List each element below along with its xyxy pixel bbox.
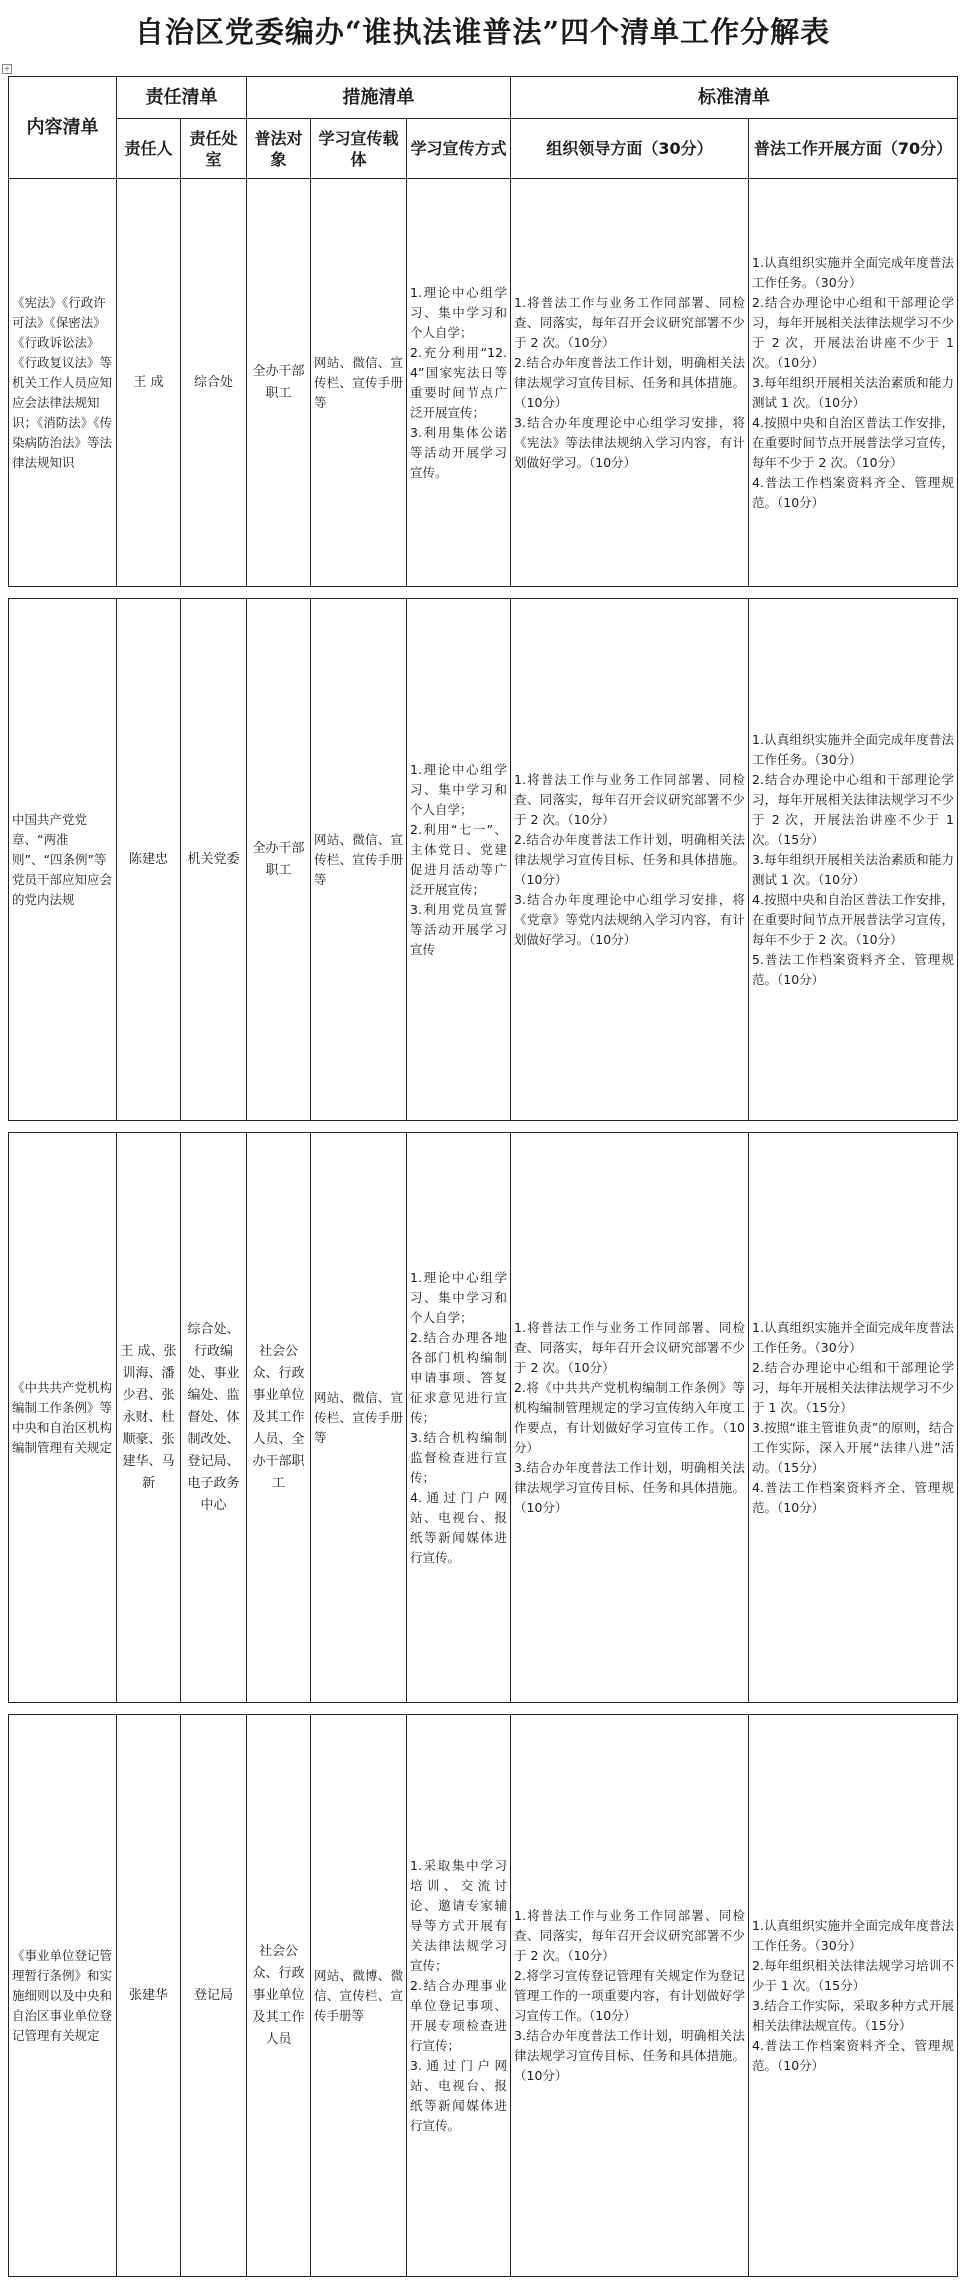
method-item: 1.采取集中学习培训、交流讨论、邀请专家辅导等方式开展有关法律法规学习宣传； [410,1857,508,1973]
work-cell [749,1133,958,1703]
work-item: 4.按照中央和自治区普法工作安排，在重要时间节点开展普法学习宣传，每年不少于 2 次。（10分） [752,414,955,470]
method-item: 3.通过门户网站、电视台、报纸等新闻媒体进行宣传。 [410,2057,508,2133]
work-cell [749,179,958,587]
carrier-cell: 网站、微信、宣传栏、宣传手册等 [311,179,407,587]
person-cell: 张建华 [117,1715,181,2277]
work-item: 4.普法工作档案资料齐全、管理规范。（10分） [752,2037,955,2073]
method-cell [407,599,511,1121]
division-cell: 综合处 [181,179,247,587]
header-carrier: 学习宣传载体 [311,119,407,179]
leadership-item: 1.将普法工作与业务工作同部署、同检查、同落实，每年召开会议研究部署不少于 2 次。（10分） [514,1319,746,1375]
method-item: 2.利用“七一”、主体党日、党建促进月活动等广泛开展宣传； [410,821,508,897]
method-item: 3.利用集体公诺等活动开展学习宣传。 [410,424,508,480]
work-item: 4.按照中央和自治区普法工作安排，在重要时间节点开展普法学习宣传，每年不少于 2 次。（10分） [752,891,955,947]
decomposition-table [8,76,958,2277]
method-cell [407,179,511,587]
method-item: 1.理论中心组学习、集中学习和个人自学； [410,761,508,817]
method-item: 2.结合办理各地各部门机构编制申请事项、答复征求意见进行宣传； [410,1329,508,1425]
audience-cell: 全办干部职工 [247,599,311,1121]
method-item: 3.利用党员宣誓等活动开展学习宣传 [410,901,508,957]
leadership-cell [511,179,749,587]
table-row [9,599,958,1121]
leadership-item: 2.将《中共共产党机构编制工作条例》等机构编制管理规定的学习宣传纳入年度工作要点，有计划做好学习宣传工作。（10分） [514,1379,746,1455]
work-item: 4.普法工作档案资料齐全、管理规范。（10分） [752,474,955,510]
audience-cell: 社会公众、行政事业单位及其工作人员、全办干部职工 [247,1133,311,1703]
header-division: 责任处室 [181,119,247,179]
work-item: 1.认真组织实施并全面完成年度普法工作任务。（30分） [752,254,955,290]
header-responsibility-list: 责任清单 [117,77,247,119]
work-item: 3.每年组织开展相关法治素质和能力测试 1 次。（10分） [752,851,955,887]
page-break-spacer [9,587,958,599]
table-row [9,1133,958,1703]
work-cell [749,1715,958,2277]
leadership-cell [511,1715,749,2277]
method-item: 1.理论中心组学习、集中学习和个人自学； [410,1269,508,1325]
carrier-cell: 网站、微信、宣传栏、宣传手册等 [311,599,407,1121]
method-item: 4.通过门户网站、电视台、报纸等新闻媒体进行宣传。 [410,1489,508,1565]
header-person: 责任人 [117,119,181,179]
page-break-spacer [9,1121,958,1133]
leadership-item: 3.结合办年度理论中心组学习安排，将《宪法》等法律法规纳入学习内容，有计划做好学习。（10分） [514,414,746,470]
header-row-columns [9,119,958,179]
leadership-cell [511,1133,749,1703]
leadership-item: 1.将普法工作与业务工作同部署、同检查、同落实，每年召开会议研究部署不少于 2 次。（10分） [514,1907,746,1963]
table-row [9,179,958,587]
header-measures-list: 措施清单 [247,77,511,119]
content-cell: 《中共共产党机构编制工作条例》等中央和自治区机构编制管理有关规定 [9,1133,117,1703]
method-cell [407,1133,511,1703]
leadership-item: 1.将普法工作与业务工作同部署、同检查、同落实，每年召开会议研究部署不少于 2 次。（10分） [514,771,746,827]
table-move-handle-icon[interactable]: + [3,64,11,73]
work-item: 4.普法工作档案资料齐全、管理规范。（10分） [752,1479,955,1515]
person-cell: 王 成 [117,179,181,587]
method-item: 1.理论中心组学习、集中学习和个人自学； [410,284,508,340]
audience-cell: 社会公众、行政事业单位及其工作人员 [247,1715,311,2277]
header-content-list: 内容清单 [9,77,117,179]
work-item: 5.普法工作档案资料齐全、管理规范。（10分） [752,951,955,987]
method-item: 3.结合机构编制监督检查进行宣传； [410,1429,508,1485]
carrier-cell: 网站、微博、微信、宣传栏、宣传手册等 [311,1715,407,2277]
content-cell: 中国共产党党章、“两准则”、“四条例”等党员干部应知应会的党内法规 [9,599,117,1121]
header-audience: 普法对象 [247,119,311,179]
work-item: 3.每年组织开展相关法治素质和能力测试 1 次。（10分） [752,374,955,410]
division-cell: 综合处、行政编处、事业编处、监督处、体制改处、登记局、电子政务中心 [181,1133,247,1703]
leadership-item: 2.结合办年度普法工作计划，明确相关法律法规学习宣传目标、任务和具体措施。（10分） [514,354,746,410]
leadership-item: 2.结合办年度普法工作计划，明确相关法律法规学习宣传目标、任务和具体措施。（10分） [514,831,746,887]
work-item: 2.结合办理论中心组和干部理论学习，每年开展相关法律法规学习不少于 1 次。（15分） [752,1359,955,1415]
work-item: 1.认真组织实施并全面完成年度普法工作任务。（30分） [752,1917,955,1953]
header-leadership: 组织领导方面（30分） [511,119,749,179]
leadership-cell [511,599,749,1121]
work-item: 3.结合工作实际，采取多种方式开展相关法律法规宣传。（15分） [752,1997,955,2033]
page-break-spacer [9,1703,958,1715]
work-item: 2.结合办理论中心组和干部理论学习，每年开展相关法律法规学习不少于 2 次，开展法治讲座不少于 1 次。（15分） [752,771,955,847]
method-item: 2.充分利用“12.4”国家宪法日等重要时间节点广泛开展宣传； [410,344,508,420]
carrier-cell: 网站、微信、宣传栏、宣传手册等 [311,1133,407,1703]
content-cell: 《事业单位登记管理暂行条例》和实施细则以及中央和自治区事业单位登记管理有关规定 [9,1715,117,2277]
leadership-item: 2.将学习宣传登记管理有关规定作为登记管理工作的一项重要内容，有计划做好学习宣传工作。（10分） [514,1967,746,2023]
header-work: 普法工作开展方面（70分） [749,119,958,179]
work-item: 2.每年组织相关法律法规学习培训不少于 1 次。（15分） [752,1957,955,1993]
method-cell [407,1715,511,2277]
work-item: 2.结合办理论中心组和干部理论学习，每年开展相关法律法规学习不少于 2 次，开展法治讲座不少于 1 次。（10分） [752,294,955,370]
work-item: 3.按照“谁主管谁负责”的原则，结合工作实际，深入开展“法律八进”活动。（15分） [752,1419,955,1475]
audience-cell: 全办干部职工 [247,179,311,587]
person-cell: 王 成、张训海、潘少君、张永财、杜顺豪、张建华、马 新 [117,1133,181,1703]
content-cell: 《宪法》《行政许可法》《保密法》《行政诉讼法》《行政复议法》等机关工作人员应知应会法律法规知识；《消防法》《传染病防治法》等法律法规知识 [9,179,117,587]
leadership-item: 3.结合办年度普法工作计划，明确相关法律法规学习宣传目标、任务和具体措施。（10分） [514,2027,746,2083]
header-standard-list: 标准清单 [511,77,958,119]
header-method: 学习宣传方式 [407,119,511,179]
method-item: 2.结合办理事业单位登记事项、开展专项检查进行宣传； [410,1977,508,2053]
table-row [9,1715,958,2277]
work-item: 1.认真组织实施并全面完成年度普法工作任务。（30分） [752,731,955,767]
division-cell: 登记局 [181,1715,247,2277]
header-row-group [9,77,958,119]
work-cell [749,599,958,1121]
person-cell: 陈建忠 [117,599,181,1121]
leadership-item: 1.将普法工作与业务工作同部署、同检查、同落实，每年召开会议研究部署不少于 2 次。（10分） [514,294,746,350]
leadership-item: 3.结合办年度理论中心组学习安排，将《党章》等党内法规纳入学习内容，有计划做好学习。（10分） [514,891,746,947]
page-title: 自治区党委编办“谁执法谁普法”四个清单工作分解表 [134,15,831,49]
division-cell: 机关党委 [181,599,247,1121]
work-item: 1.认真组织实施并全面完成年度普法工作任务。（30分） [752,1319,955,1355]
leadership-item: 3.结合办年度普法工作计划，明确相关法律法规学习宣传目标、任务和具体措施。（10分） [514,1459,746,1515]
